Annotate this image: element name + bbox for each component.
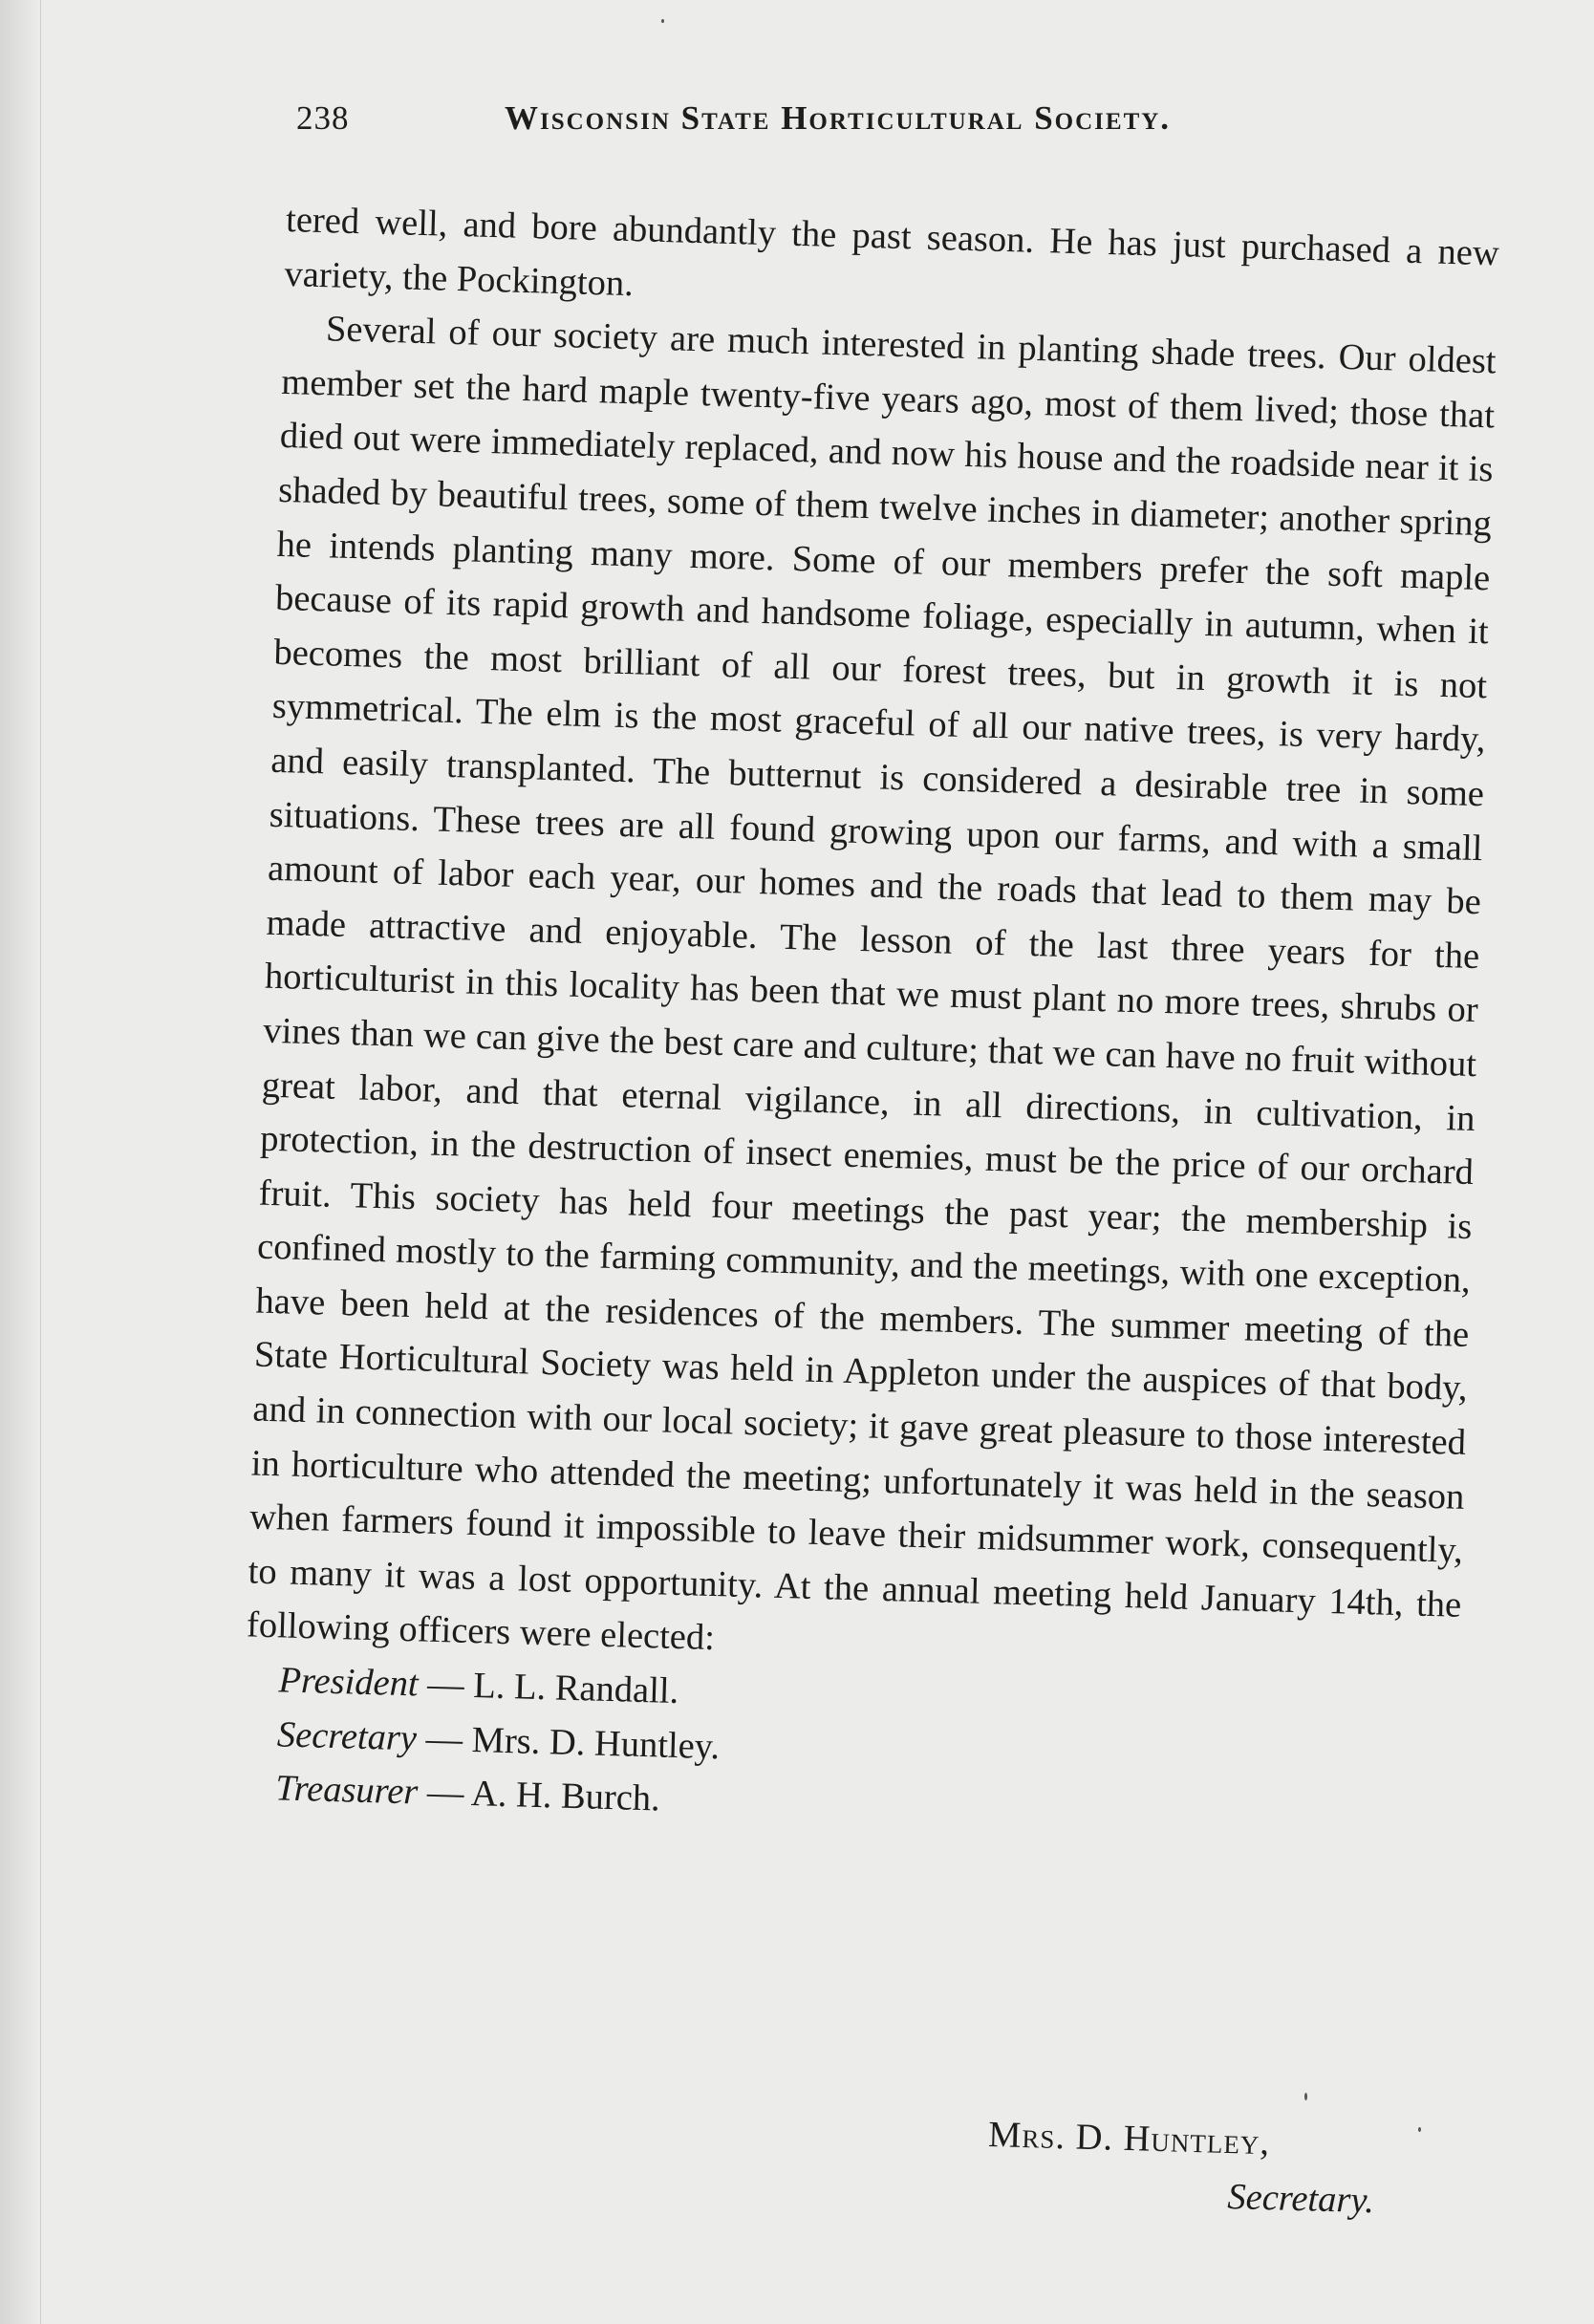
- page-binding-edge: [0, 0, 41, 2324]
- officer-role: Secretary: [276, 1713, 418, 1759]
- officer-dash: —: [417, 1772, 472, 1815]
- officer-role: President: [277, 1660, 420, 1705]
- paragraph-continuation: tered well, and bore abundantly the past season. He has just purchased a new variety, the Pockington.: [284, 199, 1500, 304]
- officer-dash: —: [418, 1664, 474, 1707]
- page-header: [296, 99, 1309, 157]
- signature-name: Mrs. D. Huntley,: [987, 2114, 1271, 2163]
- paragraph-shade-trees: Several of our society are much interested in planting shade trees. Our oldest member set the hard maple twenty-five years ago, most of them lived; those that died out were immediately replaced, and now his house and the roadside near it is shaded by beautiful trees, some of them twelve inches in diameter; another spring he intends planting many more. Some of our members prefer the soft maple because of its rapid growth and handsome foliage, especially in autumn, when it becomes the most brilliant of all our forest trees, but in growth it is not symmetrical. The elm is the most graceful of all our native trees, is very hardy, and easily transplanted. The butternut is considered a desirable tree in some situations. These trees are all found growing upon our farms, and with a small amount of labor each year, our homes and the roads that lead to them may be made attractive and enjoyable. The lesson of the last three years for the horticulturist in this locality has been that we must plant no more trees, shrubs or vines than we can give the best care and culture; that we can have no fruit without great labor, and that eternal vigilance, in all directions, in cultivation, in protection, in the destruction of insect enemies, must be the price of our orchard fruit. This society has held four meetings the past year; the membership is confined mostly to the farming community, and the meetings, with one exception, have been held at the residences of the members. The summer meeting of the State Horticultural Society was held in Appleton under the auspices of that body, and in connection with our local society; it gave great pleasure to those interested in horticulture who attended the meeting; unfortunately it was held in the season when farmers found it impossible to leave their midsummer work, consequently, to many it was a lost opportunity. At the annual meeting held January 14th, the following officers were elected:: [246, 309, 1497, 1659]
- scan-speck: [1304, 2093, 1307, 2100]
- signature-title: Secretary.: [1226, 2177, 1375, 2222]
- officer-name: A. H. Burch.: [470, 1774, 661, 1819]
- scan-speck: [661, 19, 664, 23]
- officer-dash: —: [416, 1718, 473, 1760]
- officer-name: L. L. Randall.: [472, 1666, 679, 1712]
- signature-block: [986, 2107, 1448, 2230]
- officer-name: Mrs. D. Huntley.: [471, 1719, 721, 1767]
- running-title: Wisconsin State Horticultural Society.: [505, 99, 1172, 137]
- officers-list: [242, 1652, 1459, 1848]
- officer-role: Treasurer: [274, 1768, 419, 1813]
- page-number: 238: [296, 99, 350, 137]
- scan-speck: [1418, 2127, 1421, 2132]
- page-body-text: [242, 193, 1500, 1849]
